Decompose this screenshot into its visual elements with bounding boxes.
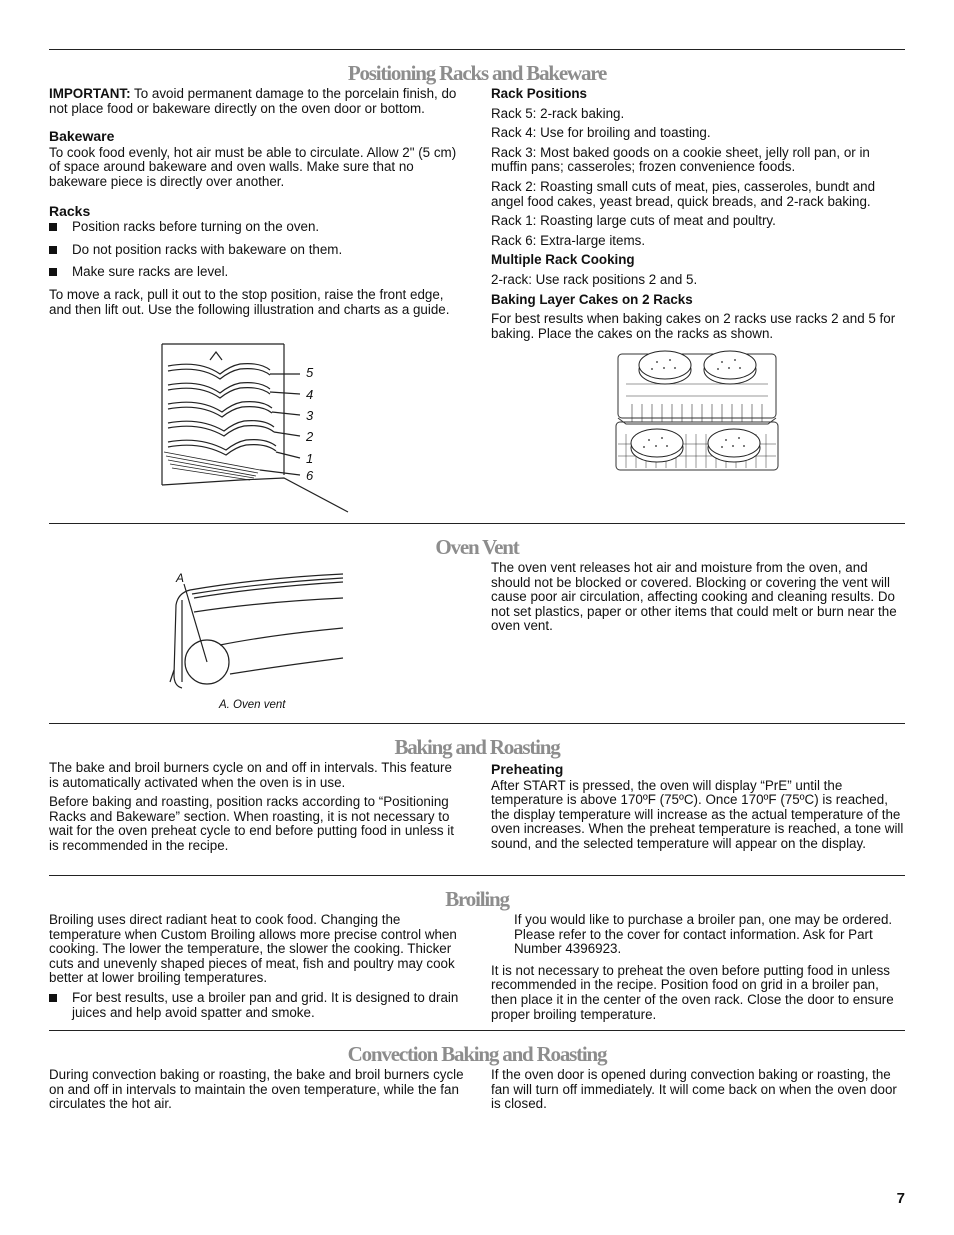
bakeware-text: To cook food evenly, hot air must be able to circulate. Allow 2" (5 cm) of space around bakeware and oven walls. Make sure that no bakeware piece is directly over another.	[49, 144, 457, 189]
section-title-oven-vent: Oven Vent	[435, 535, 519, 559]
baking-left-column	[49, 761, 465, 859]
bakeware-heading: Bakeware	[49, 128, 115, 145]
rack-positions-illustration	[150, 340, 360, 515]
section-rule-oven-vent	[49, 523, 905, 524]
vent-label-a: A	[176, 571, 185, 585]
oven-vent-text: The oven vent releases hot air and moisture from the oven, and should not be blocked or covered. Blocking or covering the vent will cause poor air circulation, affecting cooking and cleaning results. Do not set plastics, paper or other items that could melt or burn near the oven vent.	[491, 560, 897, 634]
broiling-paragraph-2: It is not necessary to preheat the oven before putting food in unless recommended in the recipe. Position food on grid in a broiler pan, then place it in the center of the oven rack. Close the door to ensure proper broiling temperature.	[491, 962, 894, 1022]
broiling-paragraph-1: Broiling uses direct radiant heat to cook food. Changing the temperature when Custom Broiling allows more precise control when cooking. The lower the temperature, the slower the cooking. Thicker cuts and unevenly shaped pieces of meat, fish and poultry may cook better at lower broiling temperatures.	[49, 912, 457, 986]
vent-caption: A. Oven vent	[219, 699, 286, 711]
multiple-rack-text: 2-rack: Use rack positions 2 and 5.	[491, 271, 698, 287]
preheating-heading: Preheating	[491, 761, 564, 777]
section-title-convection: Convection Baking and Roasting	[347, 1042, 607, 1066]
rack-position-3: Rack 3: Most baked goods on a cookie sheet, jelly roll pan, or in muffin pans; casseroles; frozen convenience foods.	[491, 144, 870, 175]
racks-bullet-2: Do not position racks with bakeware on them.	[49, 243, 467, 258]
broiling-bullet: For best results, use a broiler pan and grid. It is designed to drain juices and help avoid spatter and smoke.	[49, 991, 467, 1020]
section-title-broiling: Broiling	[445, 887, 509, 911]
multiple-rack-heading: Multiple Rack Cooking	[491, 252, 635, 268]
page-number: 7	[896, 1190, 905, 1207]
convection-right-column	[491, 1068, 905, 1117]
rack-label-4: 4	[306, 387, 314, 402]
move-rack-text: To move a rack, pull it out to the stop position, raise the front edge, and then lift out. Use the following illustration and charts as a guide.	[49, 286, 450, 317]
racks-heading: Racks	[49, 202, 91, 219]
rack-position-6: Rack 6: Extra-large items.	[491, 232, 646, 248]
rack-position-2: Rack 2: Roasting small cuts of meat, pies, casseroles, bundt and angel food cakes, yeast bread, quick breads, and 2-rack baking.	[491, 178, 876, 209]
section-rule-broiling	[49, 875, 905, 876]
rack-label-6: 6	[306, 468, 314, 483]
layer-cakes-illustration	[612, 344, 782, 474]
layer-cakes-heading: Baking Layer Cakes on 2 Racks	[491, 291, 693, 307]
rack-position-1: Rack 1: Roasting large cuts of meat and poultry.	[491, 213, 776, 229]
racks-bullet-3: Make sure racks are level.	[49, 265, 467, 280]
rack-position-5: Rack 5: 2-rack baking.	[491, 105, 625, 121]
rack-label-1: 1	[306, 451, 314, 466]
baking-right-column	[491, 762, 905, 857]
section-rule-baking	[49, 723, 905, 724]
baking-paragraph-2: Before baking and roasting, position racks according to “Positioning Racks and Bakeware” section. When roasting, it is not necessary to wait for the oven preheat cycle to end before putting food in unless it is recommended in the recipe.	[49, 794, 454, 853]
section-title-baking: Baking and Roasting	[394, 735, 560, 759]
important-note	[49, 87, 467, 116]
section-rule-convection	[49, 1030, 905, 1031]
convection-left-text: During convection baking or roasting, the bake and broil burners cycle on and off in intervals to maintain the oven temperature, while the fan circulates the hot air.	[49, 1067, 464, 1112]
layer-cakes-text: For best results when baking cakes on 2 racks use racks 2 and 5 for baking. Place the cakes on the racks as shown.	[491, 311, 896, 341]
important-text: To avoid permanent damage to the porcelain finish, do not place food or bakeware directly on the oven door or bottom.	[49, 86, 457, 116]
rack-positions-heading: Rack Positions	[491, 86, 587, 101]
section-rule-top	[49, 49, 905, 50]
positioning-left-column	[49, 87, 467, 322]
convection-left-column	[49, 1068, 467, 1117]
broiling-bullet-continued: If you would like to purchase a broiler pan, one may be ordered. Please refer to the cover for contact information. Ask for Part Number 4396923.	[514, 912, 893, 957]
rack-label-5: 5	[306, 365, 314, 380]
baking-paragraph-1: The bake and broil burners cycle on and off in intervals. This feature is automatically activated when the oven is in use.	[49, 760, 452, 790]
convection-right-text: If the oven door is opened during convection baking or roasting, the fan will turn off immediately. It will come back on when the oven door is closed.	[491, 1067, 897, 1112]
racks-bullet-1: Position racks before turning on the oven.	[49, 220, 467, 235]
rack-position-4: Rack 4: Use for broiling and toasting.	[491, 125, 711, 141]
preheating-text: After START is pressed, the oven will display “PrE” until the temperature is above 170ºF (75ºC). Once 170ºF (75ºC) is reached, the display temperature will increase as the actual temperature of the oven increases. When the preheat temperature is reached, a tone will sound, and the selected temperature will appear on the display.	[491, 777, 904, 851]
rack-label-3: 3	[306, 408, 314, 423]
broiling-right-column	[491, 913, 905, 1027]
positioning-right-column	[491, 87, 905, 346]
oven-vent-text-column	[491, 561, 905, 639]
important-label: IMPORTANT:	[49, 86, 131, 101]
oven-vent-illustration	[160, 570, 350, 695]
broiling-left-column	[49, 913, 467, 1028]
rack-label-2: 2	[306, 429, 314, 444]
section-title-positioning: Positioning Racks and Bakeware	[347, 61, 607, 85]
